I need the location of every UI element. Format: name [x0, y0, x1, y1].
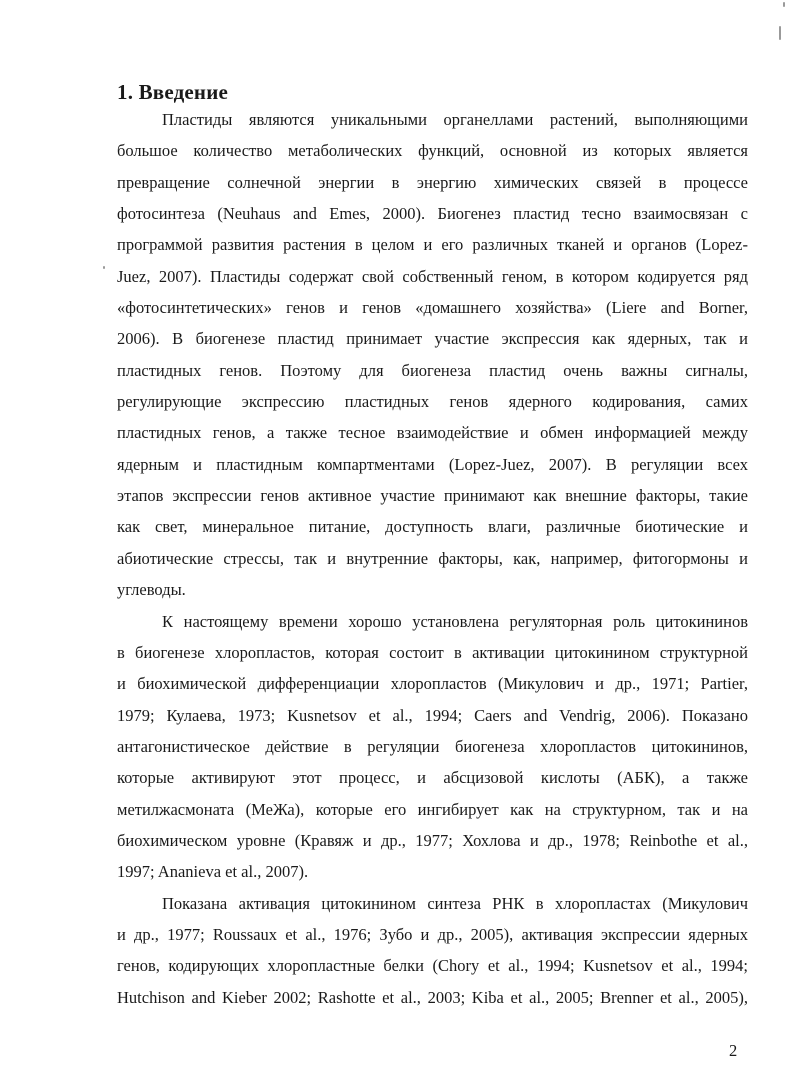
text-line: в биогенезе хлоропластов, которая состоит в активации цитокинином структурной [117, 642, 748, 662]
section-heading: 1. Введение [117, 80, 229, 104]
text-line: биохимическом уровне (Кравяж и др., 1977; Хохлова и др., 1978; Reinbothe et al., [117, 830, 748, 850]
text-line: этапов экспрессии генов активное участие принимают как внешние факторы, такие [117, 486, 748, 506]
text-line: которые активируют этот процесс, и абсцизовой кислоты (АБК), а также [117, 768, 748, 788]
text-line: Пластиды являются уникальными органеллами растений, выполняющими [162, 110, 748, 129]
text-line: пластидных генов. Поэтому для биогенеза пластид очень важны сигналы, [117, 360, 748, 380]
text-line: фотосинтеза (Neuhaus and Emes, 2000). Биогенез пластид тесно взаимосвязан с [117, 204, 748, 224]
text-line: регулирующие экспрессию пластидных генов ядерного кодирования, самих [117, 392, 748, 412]
scan-artifact-mark [779, 26, 781, 40]
text-line: «фотосинтетических» генов и генов «домашнего хозяйства» (Liere and Borner, [117, 298, 748, 318]
text-line: К настоящему времени хорошо установлена регуляторная роль цитокининов [162, 611, 748, 631]
page-number: 2 [729, 1041, 738, 1060]
text-line: углеводы. [117, 580, 186, 600]
text-line: превращение солнечной энергии в энергию химических связей в процессе [117, 172, 748, 192]
text-line: программой развития растения в целом и его различных тканей и органов (Lopez- [117, 235, 748, 255]
text-line: Hutchison and Kieber 2002; Rashotte et al., 2003; Kiba et al., 2005; Brenner et al., 2005), [117, 987, 748, 1007]
text-line: и биохимической дифференциации хлоропластов (Микулович и др., 1971; Partier, [117, 674, 748, 694]
text-line: 1979; Кулаева, 1973; Kusnetsov et al., 1994; Caers and Vendrig, 2006). Показано [117, 705, 748, 725]
text-line: антагонистическое действие в регуляции биогенеза хлоропластов цитокининов, [117, 736, 748, 756]
text-line: как свет, минеральное питание, доступность влаги, различные биотические и [117, 517, 748, 537]
text-line: 1997; Ananieva et al., 2007). [117, 862, 309, 882]
text-line: Показана активация цитокинином синтеза РНК в хлоропластах (Микулович [162, 893, 748, 913]
text-line: 2006). В биогенезе пластид принимает участие экспрессия как ядерных, так и [117, 329, 748, 349]
text-line: и др., 1977; Roussaux et al., 1976; Зубо и др., 2005), активация экспрессии ядерных [117, 924, 748, 944]
body-text [117, 104, 748, 1013]
text-line: метилжасмоната (МеЖа), которые его ингибирует как на структурном, так и на [117, 799, 748, 819]
text-line: ядерным и пластидным компартментами (Lopez-Juez, 2007). В регуляции всех [117, 454, 748, 474]
scan-artifact-mark [783, 2, 785, 7]
scan-artifact-mark [103, 266, 105, 269]
text-line: пластидных генов, а также тесное взаимодействие и обмен информацией между [117, 423, 748, 443]
text-line: Juez, 2007). Пластиды содержат свой собственный геном, в котором кодируется ряд [117, 266, 748, 286]
text-line: генов, кодирующих хлоропластные белки (Chory et al., 1994; Kusnetsov et al., 1994; [117, 956, 748, 976]
text-line: большое количество метаболических функций, основной из которых является [117, 141, 748, 161]
text-line: абиотические стрессы, так и внутренние факторы, как, например, фитогормоны и [117, 548, 748, 568]
